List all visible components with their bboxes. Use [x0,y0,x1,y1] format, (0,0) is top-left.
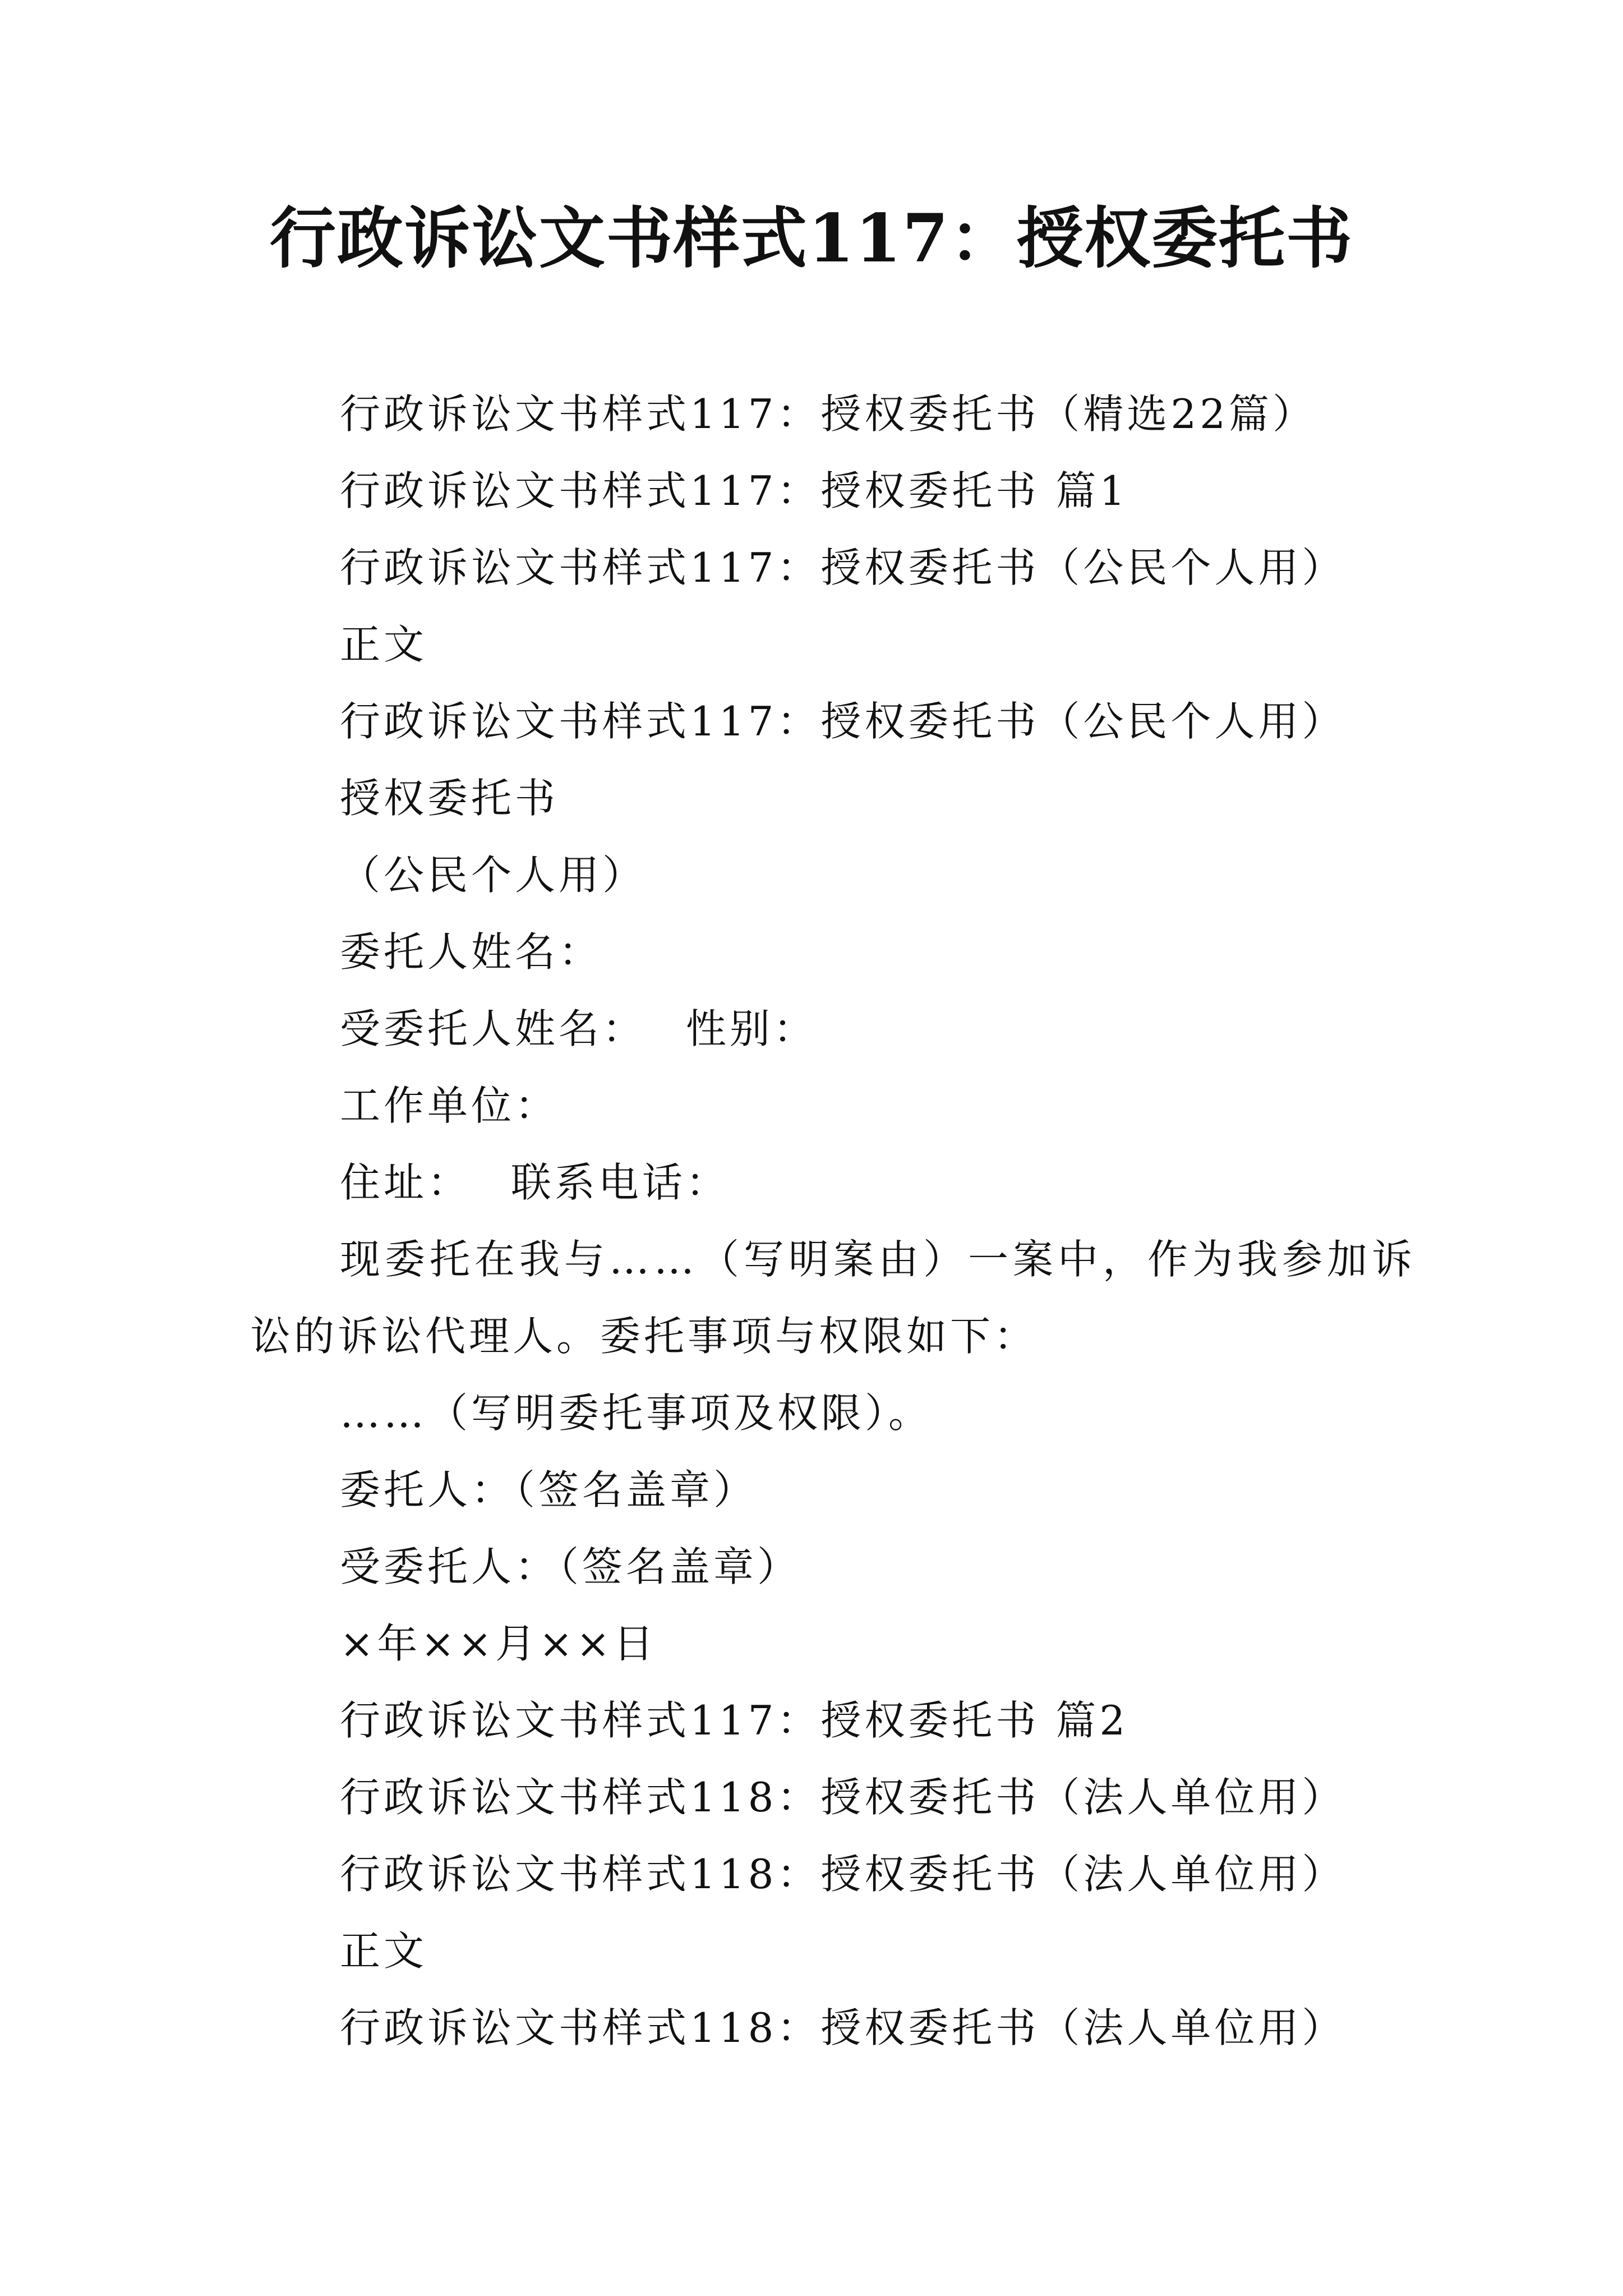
paragraph-line: 行政诉讼文书样式117：授权委托书 篇2 [340,1697,1129,1744]
paragraph-line: 行政诉讼文书样式117：授权委托书（精选22篇） [340,390,1317,438]
paragraph-line: 讼的诉讼代理人。委托事项与权限如下： [250,1313,1038,1360]
paragraph-line: 授权委托书 [340,775,559,822]
paragraph-line: 受委托人：（签名盖章） [340,1543,801,1590]
paragraph-line: 住址： 联系电话： [340,1159,730,1206]
paragraph-line: 正文 [340,1927,428,1975]
paragraph-line: ……（写明委托事项及权限）。 [340,1389,933,1437]
paragraph-line: 行政诉讼文书样式118：授权委托书（法人单位用） [340,1774,1346,1821]
paragraph-line: 行政诉讼文书样式118：授权委托书（法人单位用） [340,1851,1346,1898]
paragraph-line: 委托人姓名： [340,928,603,976]
paragraph-line: （公民个人用） [340,852,647,899]
paragraph-line: 正文 [340,621,428,668]
document-body [250,376,1417,2067]
paragraph-line: ×年××月××日 [340,1620,657,1667]
paragraph-line: 工作单位： [340,1082,559,1129]
paragraph-line: 行政诉讼文书样式118：授权委托书（法人单位用） [340,2004,1346,2051]
paragraph-line: 现委托在我与……（写明案由）一案中，作为我参加诉 [340,1236,1417,1283]
paragraph-line: 行政诉讼文书样式117：授权委托书（公民个人用） [340,544,1346,591]
paragraph-line: 受委托人姓名： 性别： [340,1005,817,1052]
paragraph-line: 行政诉讼文书样式117：授权委托书 篇1 [340,467,1129,514]
paragraph-line: 行政诉讼文书样式117：授权委托书（公民个人用） [340,698,1346,745]
document-title: 行政诉讼文书样式117：授权委托书 [269,199,1354,277]
paragraph-line: 委托人：（签名盖章） [340,1466,758,1513]
